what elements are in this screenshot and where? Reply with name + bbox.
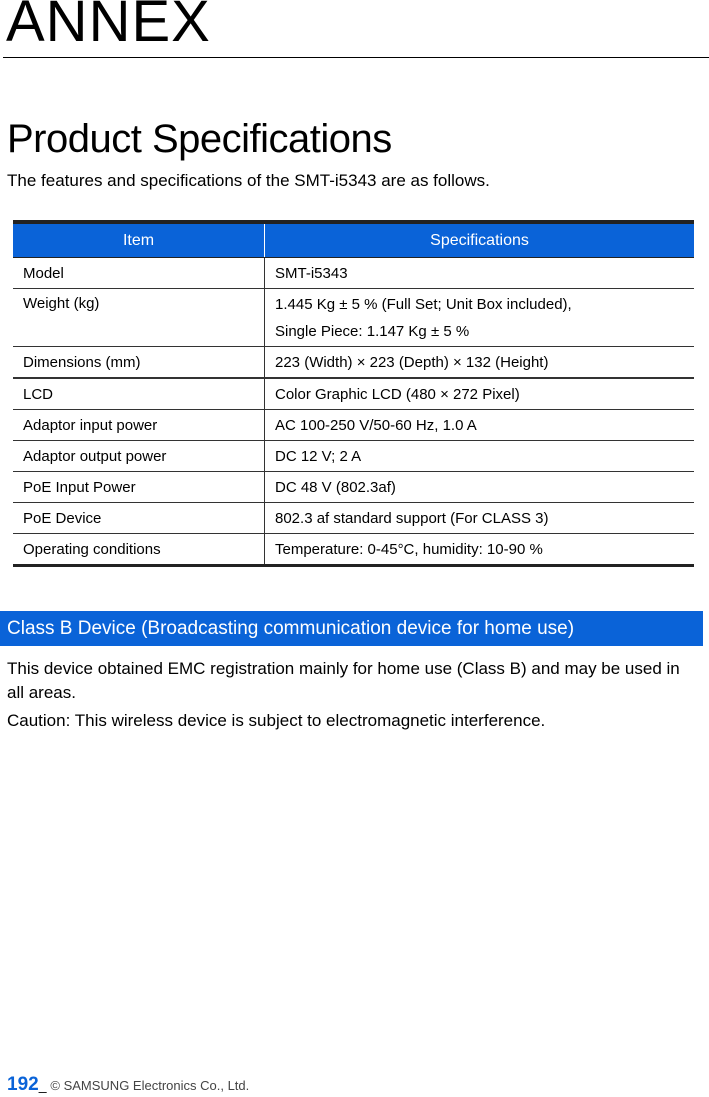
chapter-divider [3,57,709,58]
table-row [13,441,694,472]
item-cell: Adaptor output power [13,441,265,472]
item-cell: PoE Input Power [13,472,265,503]
table-row [13,472,694,503]
item-cell: LCD [13,378,265,410]
table-row [13,378,694,410]
header-specifications: Specifications [265,222,695,258]
caution-note: Caution: This wireless device is subject to electromagnetic interference. [7,711,546,730]
spec-line: 1.445 Kg ± 5 % (Full Set; Unit Box included), [275,295,572,313]
item-cell: Operating conditions [13,534,265,566]
table-row [13,347,694,379]
item-cell: PoE Device [13,503,265,534]
spec-table [13,220,694,567]
page-footer [7,1074,249,1096]
chapter-title: ANNEX [6,0,211,54]
table-header-row [13,222,694,258]
class-b-banner: Class B Device (Broadcasting communication device for home use) [0,611,703,646]
page-separator: _ [38,1077,51,1093]
spec-cell: 802.3 af standard support (For CLASS 3) [265,503,695,534]
spec-cell: Temperature: 0-45°C, humidity: 10-90 % [275,540,543,558]
copyright: © SAMSUNG Electronics Co., Ltd. [50,1078,250,1093]
spec-cell: DC 48 V (802.3af) [265,472,695,503]
page-number: 192 [7,1074,39,1095]
table-row [13,289,694,347]
item-cell: Adaptor input power [13,410,265,441]
class-b-body: This device obtained EMC registration mainly for home use (Class B) and may be used in all areas. [7,659,680,702]
spec-cell: AC 100-250 V/50-60 Hz, 1.0 A [265,410,695,441]
spec-cell: 223 (Width) × 223 (Depth) × 132 (Height) [265,347,695,379]
table-row [13,534,694,566]
section-title: Product Specifications [7,117,392,161]
table-row [13,410,694,441]
spec-cell: Color Graphic LCD (480 × 272 Pixel) [265,378,695,410]
item-cell: Weight (kg) [13,289,265,347]
header-item: Item [13,222,265,258]
table-row [13,258,694,289]
item-cell: Dimensions (mm) [13,347,265,379]
spec-cell: SMT-i5343 [265,258,695,289]
spec-cell: DC 12 V; 2 A [265,441,695,472]
spec-line: Single Piece: 1.147 Kg ± 5 % [275,322,470,340]
section-intro: The features and specifications of the SMT-i5343 are as follows. [7,171,490,190]
table-row [13,503,694,534]
spec-cell [265,289,695,347]
item-cell: Model [13,258,265,289]
